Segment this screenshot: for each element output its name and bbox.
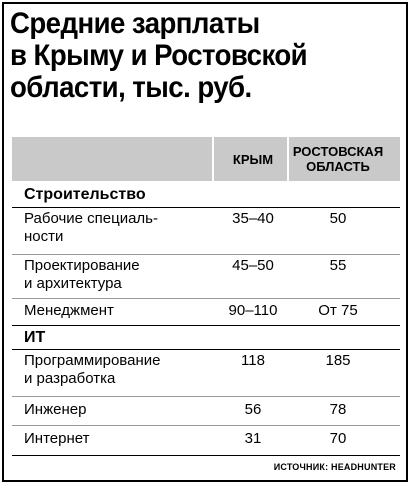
row-divider [12,254,400,255]
section-heading: Строительство [24,186,146,203]
value-rostov: 55 [329,257,347,274]
column-header-crimea: КРЫМ [232,151,274,167]
row-divider [12,396,400,397]
row-label [24,352,224,388]
row-label-line-2: и разработка [24,370,116,387]
value-crimea: 90–110 [228,302,278,319]
row-label-line-1: Рабочие специаль- [24,210,158,227]
row-label [24,257,224,293]
row-divider [12,455,400,456]
title-line-1: Средние зарплаты [10,7,260,40]
value-rostov: 78 [329,401,347,418]
table-row [12,210,400,252]
value-crimea: 31 [244,430,262,447]
row-label-line-2: и архитектура [24,275,122,292]
table-row [12,302,400,324]
row-label: Инженер [24,401,87,418]
table-row [12,401,400,423]
row-label-line-1: Программирование [24,352,161,369]
row-divider [12,349,400,350]
value-rostov: 70 [329,430,347,447]
title-line-3: области, тыс. руб. [10,71,252,104]
table-row [12,352,400,394]
row-label [24,210,224,246]
value-rostov: От 75 [318,302,358,319]
row-divider [12,207,400,208]
source-note: ИСТОЧНИК: HEADHUNTER [273,462,396,472]
row-divider [12,298,400,299]
table-row [12,430,400,452]
header-divider [212,137,214,181]
column-header-rostov-line-1: РОСТОВСКАЯ [292,144,384,159]
row-label: Интернет [24,430,90,447]
value-rostov: 185 [325,352,351,369]
title-line-2: в Крыму и Ростовской [10,39,308,72]
infographic-title [10,8,371,104]
row-label-line-2: ности [24,228,64,245]
row-divider [12,425,400,426]
value-crimea: 118 [241,352,265,369]
value-crimea: 56 [244,401,262,418]
column-header-rostov [288,137,388,181]
column-header-rostov-line-2: ОБЛАСТЬ [306,159,370,174]
table-row [12,257,400,299]
row-label-line-1: Проектирование [24,257,140,274]
value-rostov: 50 [329,210,347,227]
section-heading: ИТ [24,329,46,346]
row-label: Менеджмент [24,302,114,319]
value-crimea: 45–50 [232,257,274,274]
value-crimea: 35–40 [232,210,274,227]
